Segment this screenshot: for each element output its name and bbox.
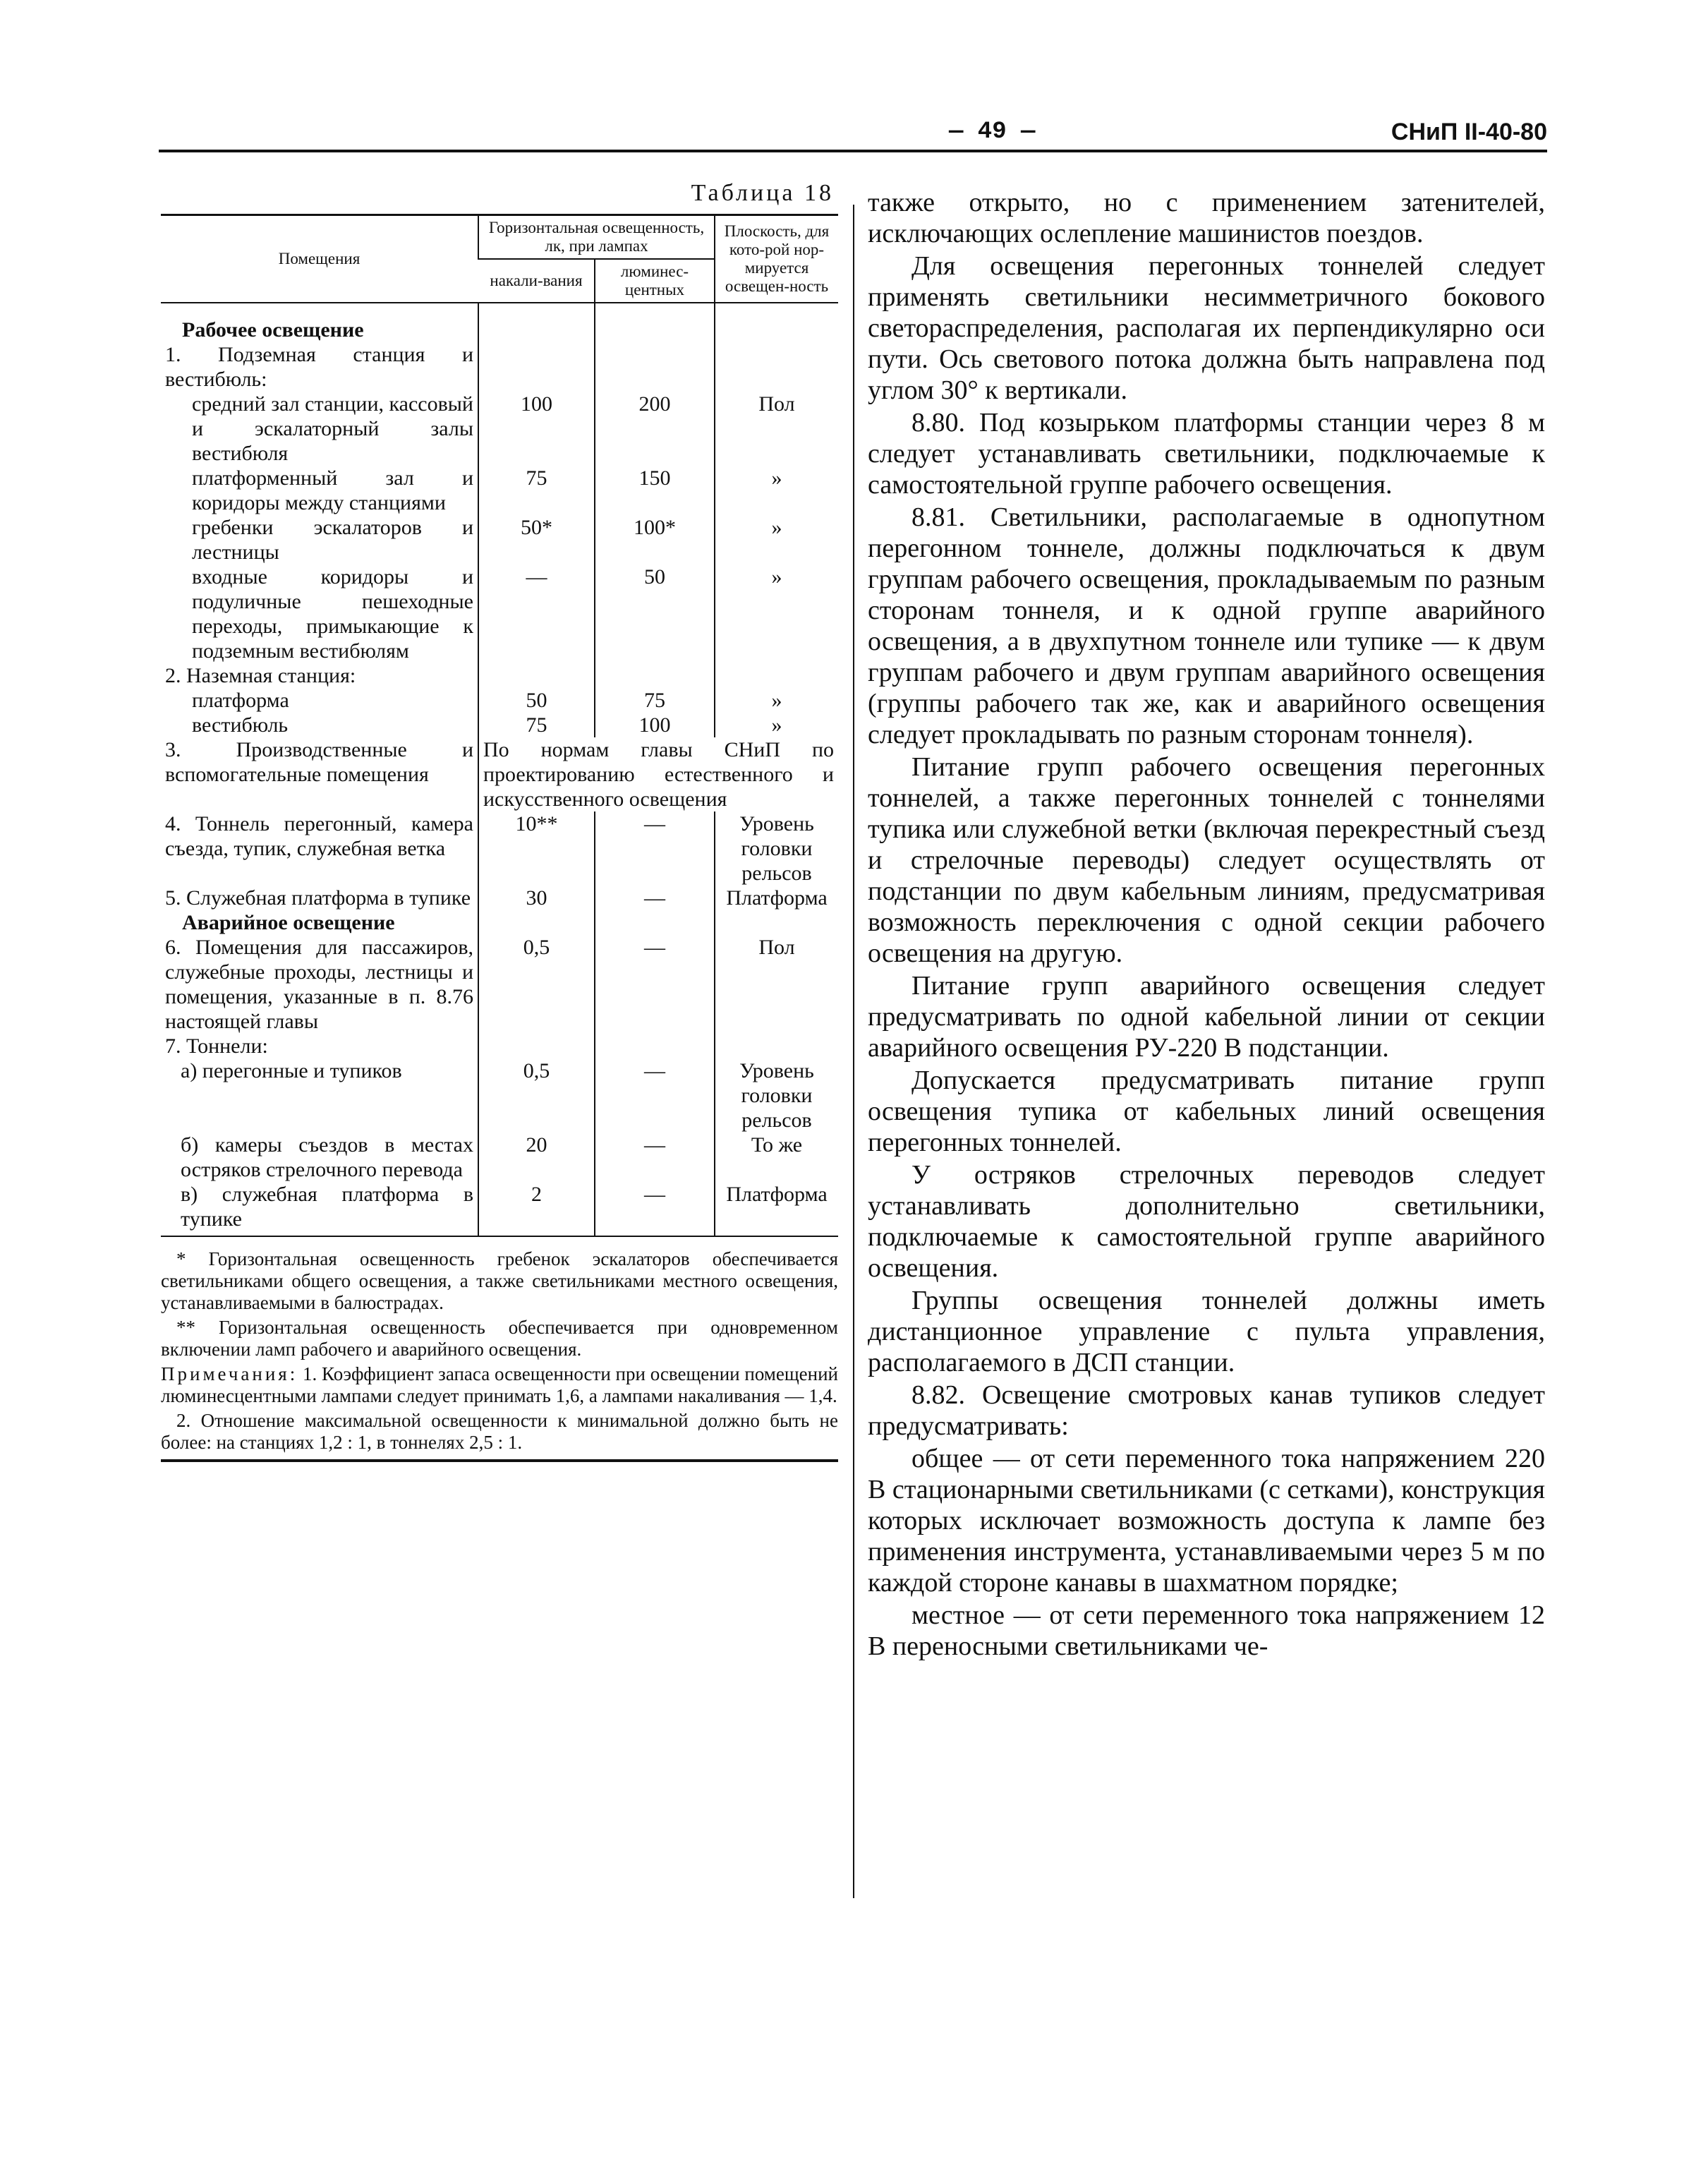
value-incandescent: 100 (478, 392, 595, 466)
table-row (161, 1034, 838, 1058)
value-plane: Уровень головки рельсов (715, 811, 838, 886)
body-paragraph: Группы освещения тоннелей должны иметь дистанционное управление с пульта управления, располагаемого в ДСП станции. (868, 1286, 1545, 1377)
value-incandescent (478, 303, 595, 342)
row-label: входные коридоры и подуличные пешеходные переходы, примыкающие к подземным вестибюлям (192, 565, 473, 663)
value-luminescent (595, 1034, 715, 1058)
column-divider (853, 205, 854, 1898)
body-paragraph: Питание групп аварийного освещения следует предусматривать по одной кабельной линии от секции аварийного освещения РУ-220 В подстанции. (868, 971, 1545, 1063)
body-paragraph: 8.80. Под козырьком платформы станции через 8 м следует устанавливать светильники, подключаемые к самостоятельной группе рабочего освещения. (868, 408, 1545, 500)
value-plane (715, 342, 838, 392)
value-incandescent: 0,5 (478, 935, 595, 1034)
row-label: 4. Тоннель перегонный, камера съезда, тупик, служебная ветка (165, 812, 473, 860)
row-label: 1. Подземная станция и вестибюль: (165, 343, 473, 391)
value-luminescent: 75 (595, 688, 715, 713)
value-plane: Уровень головки рельсов (715, 1058, 838, 1133)
table-row (161, 688, 838, 713)
value-luminescent (595, 342, 715, 392)
value-incandescent: 20 (478, 1133, 595, 1182)
value-incandescent (478, 663, 595, 688)
document-code: СНиП II-40-80 (1391, 119, 1547, 145)
value-incandescent: 75 (478, 466, 595, 515)
value-plane (715, 303, 838, 342)
header-luminescent: люминес-центных (595, 259, 715, 303)
row-label: Аварийное освещение (182, 911, 395, 934)
page-header (159, 113, 1547, 155)
remark-2: 2. Отношение максимальной освещенности к минимальной должно быть не более: на станциях 1,2 : 1, в тоннелях 2,5 : 1. (161, 1410, 838, 1453)
row-label: б) камеры съездов в местах остряков стрелочного перевода (181, 1133, 473, 1181)
body-paragraph: Для освещения перегонных тоннелей следует применять светильники несимметричного бокового светораспределения, располагая их перпендикулярно оси пути. Ось светового потока должна быть направлена под углом 30° к вертикали. (868, 251, 1545, 405)
row-label: средний зал станции, кассовый и эскалаторный залы вестибюля (192, 392, 473, 465)
value-luminescent (595, 303, 715, 342)
table-row (161, 392, 838, 466)
footnote-1: * Горизонтальная освещенность гребенок эскалаторов обеспечивается светильниками общего освещения, а также светильниками местного освещения, устанавливаемыми в балюстрадах. (161, 1248, 838, 1313)
table-row (161, 342, 838, 392)
value-incandescent: 50 (478, 688, 595, 713)
value-plane: » (715, 466, 838, 515)
value-plane: Пол (715, 392, 838, 466)
value-incandescent (478, 910, 595, 935)
value-luminescent: — (595, 1182, 715, 1236)
row-spanned-value: По нормам главы СНиП по проектированию естественного и искусственного освещения (478, 737, 838, 811)
value-luminescent: 100 (595, 713, 715, 737)
header-plane: Плоскость, для кото-рой нор-мируется освещен-ность (715, 215, 838, 303)
row-label: платформа (192, 689, 289, 712)
table-row (161, 663, 838, 688)
body-paragraph: У остряков стрелочных переводов следует устанавливать дополнительно светильники, подключаемые к самостоятельной группе аварийного освещения. (868, 1160, 1545, 1283)
row-label: платформенный зал и коридоры между станциями (192, 466, 473, 514)
table-row (161, 303, 838, 342)
value-luminescent: 50 (595, 565, 715, 663)
value-plane: » (715, 565, 838, 663)
header-incandescent: накали-вания (478, 259, 595, 303)
value-plane (715, 910, 838, 935)
value-incandescent (478, 1034, 595, 1058)
row-label: Рабочее освещение (182, 318, 364, 342)
value-luminescent: 100* (595, 515, 715, 565)
table-row (161, 1058, 838, 1133)
value-incandescent: 2 (478, 1182, 595, 1236)
value-plane: » (715, 688, 838, 713)
value-luminescent: — (595, 886, 715, 910)
table-row (161, 737, 838, 811)
row-label: 6. Помещения для пассажиров, служебные проходы, лестницы и помещения, указанные в п. 8.76 настоящей главы (165, 936, 473, 1033)
value-incandescent (478, 342, 595, 392)
value-plane: » (715, 515, 838, 565)
row-label: а) перегонные и тупиков (181, 1059, 402, 1082)
illumination-table (161, 214, 838, 1237)
left-column (161, 180, 838, 1462)
header-rule (159, 150, 1547, 152)
body-paragraph: 8.81. Светильники, располагаемые в однопутном перегонном тоннеле, должны подключаться к двум группам рабочего освещения, прокладываемым по разным сторонам тоннеля, и к одной группе аварийного освещения, а в двухпутном тоннеле или тупике — к двум группам рабочего и двум группам аварийного освещения (группы рабочего так же, как и аварийного освещения следует прокладывать по разным сторонам тоннеля). (868, 502, 1545, 749)
row-label: 2. Наземная станция: (165, 664, 356, 687)
value-plane: » (715, 713, 838, 737)
value-luminescent (595, 910, 715, 935)
body-paragraph: местное — от сети переменного тока напряжением 12 В переносными светильниками че- (868, 1600, 1545, 1661)
page-number: — 49 — (949, 119, 1036, 145)
value-luminescent: — (595, 1133, 715, 1182)
table-row (161, 935, 838, 1034)
value-incandescent: 0,5 (478, 1058, 595, 1133)
value-incandescent: 30 (478, 886, 595, 910)
table-row (161, 1182, 838, 1236)
table-row (161, 515, 838, 565)
value-incandescent: 75 (478, 713, 595, 737)
body-paragraph: Питание групп рабочего освещения перегонных тоннелей, а также перегонных тоннелей с тоннелями тупика или служебной ветки (включая перекрестный съезд и стрелочные переводы) следует осуществлять от подстанции по двум кабельным линиям, предусматривая возможность переключения с одной секции рабочего освещения на другую. (868, 752, 1545, 968)
table-row (161, 910, 838, 935)
row-label: гребенки эскалаторов и лестницы (192, 516, 473, 564)
value-incandescent: 50* (478, 515, 595, 565)
value-luminescent: — (595, 811, 715, 886)
value-luminescent (595, 663, 715, 688)
table-row (161, 713, 838, 737)
header-illumination: Горизонтальная освещенность, лк, при лампах (478, 215, 715, 260)
remarks-label: Примечания: (161, 1363, 298, 1384)
table-caption: Таблица 18 (691, 180, 834, 206)
value-plane: Платформа (715, 1182, 838, 1236)
table-bottom-rule (161, 1459, 838, 1462)
table-notes (161, 1248, 838, 1454)
value-incandescent: 10** (478, 811, 595, 886)
body-paragraph: общее — от сети переменного тока напряжением 220 В стационарными светильниками (с сетками), конструкция которых исключает возможность доступа к лампе без применения инструмента, устанавливаемыми через 5 м по каждой стороне канавы в шахматном порядке; (868, 1444, 1545, 1598)
value-luminescent: 200 (595, 392, 715, 466)
remark-1 (161, 1363, 838, 1407)
value-plane: Платформа (715, 886, 838, 910)
row-label: 7. Тоннели: (165, 1034, 268, 1058)
value-plane: То же (715, 1133, 838, 1182)
row-label: 5. Служебная платформа в тупике (165, 886, 471, 910)
header-rooms: Помещения (161, 215, 478, 303)
table-row (161, 886, 838, 910)
remark-1-text: 1. Коэффициент запаса освещенности при освещении помещений люминесцентными лампами следует принимать 1,6, а лампами накаливания — 1,4. (161, 1363, 838, 1406)
value-plane (715, 1034, 838, 1058)
body-paragraph: Допускается предусматривать питание групп освещения тупика от кабельных линий освещения перегонных тоннелей. (868, 1066, 1545, 1157)
row-label: 3. Производственные и вспомогательные помещения (165, 738, 473, 786)
value-luminescent: — (595, 935, 715, 1034)
value-luminescent: — (595, 1058, 715, 1133)
table-row (161, 1133, 838, 1182)
value-incandescent: — (478, 565, 595, 663)
table-row (161, 565, 838, 663)
value-plane (715, 663, 838, 688)
table-row (161, 466, 838, 515)
row-label: в) служебная платформа в тупике (161, 1182, 478, 1236)
value-plane: Пол (715, 935, 838, 1034)
footnote-2: ** Горизонтальная освещенность обеспечивается при одновременном включении ламп рабочего и аварийного освещения. (161, 1317, 838, 1360)
table-body (161, 303, 838, 1236)
row-label: вестибюль (192, 713, 289, 737)
body-paragraph: 8.82. Освещение смотровых канав тупиков следует предусматривать: (868, 1380, 1545, 1441)
value-luminescent: 150 (595, 466, 715, 515)
table-row (161, 811, 838, 886)
right-column (868, 187, 1545, 1663)
body-paragraph: также открыто, но с применением затенителей, исключающих ослепление машинистов поездов. (868, 188, 1545, 248)
